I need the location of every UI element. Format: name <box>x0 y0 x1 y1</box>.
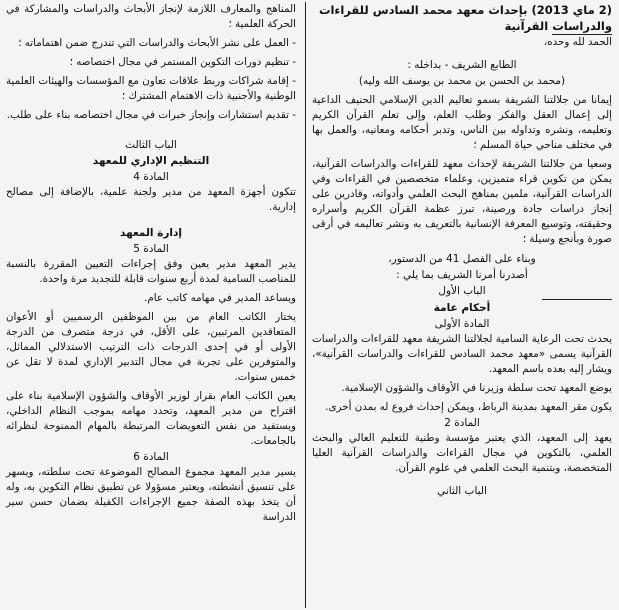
seal-name: (محمد بن الحسن بن محمد بن يوسف الله وليه) <box>358 75 566 87</box>
chapter-title: الباب الأول <box>438 285 486 297</box>
continued-paragraph: المناهج والمعارف اللازمة لإنجاز الأبحاث والدراسات والمشاركة في الحركة العلمية ؛ <box>6 3 296 30</box>
list-item: - تقديم استشارات وإنجاز خبرات في مجال اختصاصه بناء على طلب. <box>6 109 296 121</box>
hamd-line: الحمد لله وحده، <box>543 36 612 48</box>
decree-header: (2 ماي 2013) بإحداث معهد محمد السادس للقراءات والدراسات القرآنية <box>318 3 612 33</box>
article-paragraph: ويساعد المدير في مهامه كاتب عام. <box>144 292 296 304</box>
chapter-title: الباب الثالث <box>125 139 177 151</box>
seal-title: الطابع الشريف - بداخله : <box>407 59 517 71</box>
chapter-title: الباب الثاني <box>437 485 487 497</box>
chapter-subtitle: التنظيم الإداري للمعهد <box>92 155 210 167</box>
right-column <box>312 2 612 499</box>
article-title: المادة 4 <box>133 171 169 183</box>
article-paragraph: يدير المعهد مدير يعين وفق إجراءات التعيين المقررة بالنسبة للمناصب السامية لمدة أربع سنوات قابلة للتجديد مرة واحدة. <box>6 258 296 285</box>
chapter-subtitle: أحكام عامة <box>433 302 491 314</box>
article-paragraph: يحدث تحت الرعاية السامية لجلالتنا الشريفة معهد للقراءات والدراسات القرآنية يسمى «معهد محمد السادس للقراءات والدراسات القرآنية»، ويشار إليه بعده باسم المعهد. <box>312 333 612 375</box>
article-title: المادة الأولى <box>434 318 490 330</box>
article-title: المادة 2 <box>444 417 480 429</box>
article-paragraph: يسير مدير المعهد مجموع المصالح الموضوعة تحت سلطته، ويسهر على تنسيق أنشطته، ويعتبر مسؤولا عن تطبيق نظام التكوين به، وله أن يتخذ بهذه الصفة جميع الإجراءات الكفيلة بضمان حسن سير الدراسة <box>6 466 296 523</box>
preamble-paragraph: وسعيا من جلالتنا الشريفة لإحداث معهد للقراءات والدراسات القرآنية، يمكن من تكوين قراء متميزين، وعلماء متخصصين في القراءات وفي الدراسات القرآنية، ملمين بمناهج البحث العلمي وأدواته، وقادرين على إنجاز دراسات جادة ورصينة، تبرز عظمة القرآن الكريم وأسراره وحقيقته، وتوسيع المعرفة الإنسانية بالتعريف به ونشر تعاليمه في أرقى صورة وبأنجع وسيلة ؛ <box>312 158 612 245</box>
article-paragraph: يختار الكاتب العام من بين الموظفين الرسميين أو الأعوان المتعاقدين المرتبين، على الأقل، في درجة متصرف من الدرجة الأولى أو في إحدى الدرجات ذات الترتيب الاستدلالي المماثل، والمتوفرين على تجربة في مجال التدبير الإداري لمدة لا تقل عن خمس سنوات. <box>6 311 296 383</box>
list-item: - إقامة شراكات وربط علاقات تعاون مع المؤسسات والهيئات العلمية الوطنية والأجنبية ذات الاهتمام المشترك ؛ <box>6 75 296 102</box>
article-paragraph: يعين الكاتب العام بقرار لوزير الأوقاف والشؤون الإسلامية بناء على اقتراح من مدير المعهد، وتحدد مهامه بموجب النظام الداخلي، ويستفيد من نفس التعويضات المرتبطة بالمهام الممنوحة لنظرائه بالجامعات. <box>6 390 296 447</box>
section-title: إدارة المعهد <box>120 227 182 239</box>
article-title: المادة 5 <box>133 243 169 255</box>
decree-line: أصدرنا أمرنا الشريف بما يلي : <box>396 269 528 281</box>
list-item: - تنظيم دورات التكوين المستمر في مجال اختصاصه ؛ <box>69 56 296 68</box>
column-divider <box>305 2 306 608</box>
article-paragraph: يعهد إلى المعهد، الذي يعتبر مؤسسة وطنية للتعليم العالي والبحث العلمي، بالتكوين في مجال القراءات والدراسات القرآنية العليا المتخصصة، وبتنمية البحث العلمي في علوم القرآن. <box>312 432 612 474</box>
article-paragraph: تتكون أجهزة المعهد من مدير ولجنة علمية، بالإضافة إلى مصالح إدارية. <box>6 186 296 213</box>
article-paragraph: يكون مقر المعهد بمدينة الرباط، ويمكن إحداث فروع له بمدن أخرى. <box>325 401 612 413</box>
article-title: المادة 6 <box>133 451 169 463</box>
article-paragraph: يوضع المعهد تحت سلطة وزيرنا في الأوقاف والشؤون الإسلامية. <box>341 382 612 394</box>
list-item: - العمل على نشر الأبحاث والدراسات التي تندرج ضمن اهتماماته ؛ <box>18 37 296 49</box>
preamble-paragraph: إيمانا من جلالتنا الشريفة بسمو تعاليم الدين الإسلامي الحنيف الداعية إلى إعمال العقل والفكر وطلب العلم، وإلى تعلم القرآن الكريم وتعليمه، ونشره وتداوله بين الناس، وتدبر أحكامه ومعانيه، والعمل بها في مختلف مناحي حياة المسلم ؛ <box>312 94 612 151</box>
preamble-constitution: وبناء على الفصل 41 من الدستور، <box>388 253 536 265</box>
left-column <box>6 2 296 525</box>
